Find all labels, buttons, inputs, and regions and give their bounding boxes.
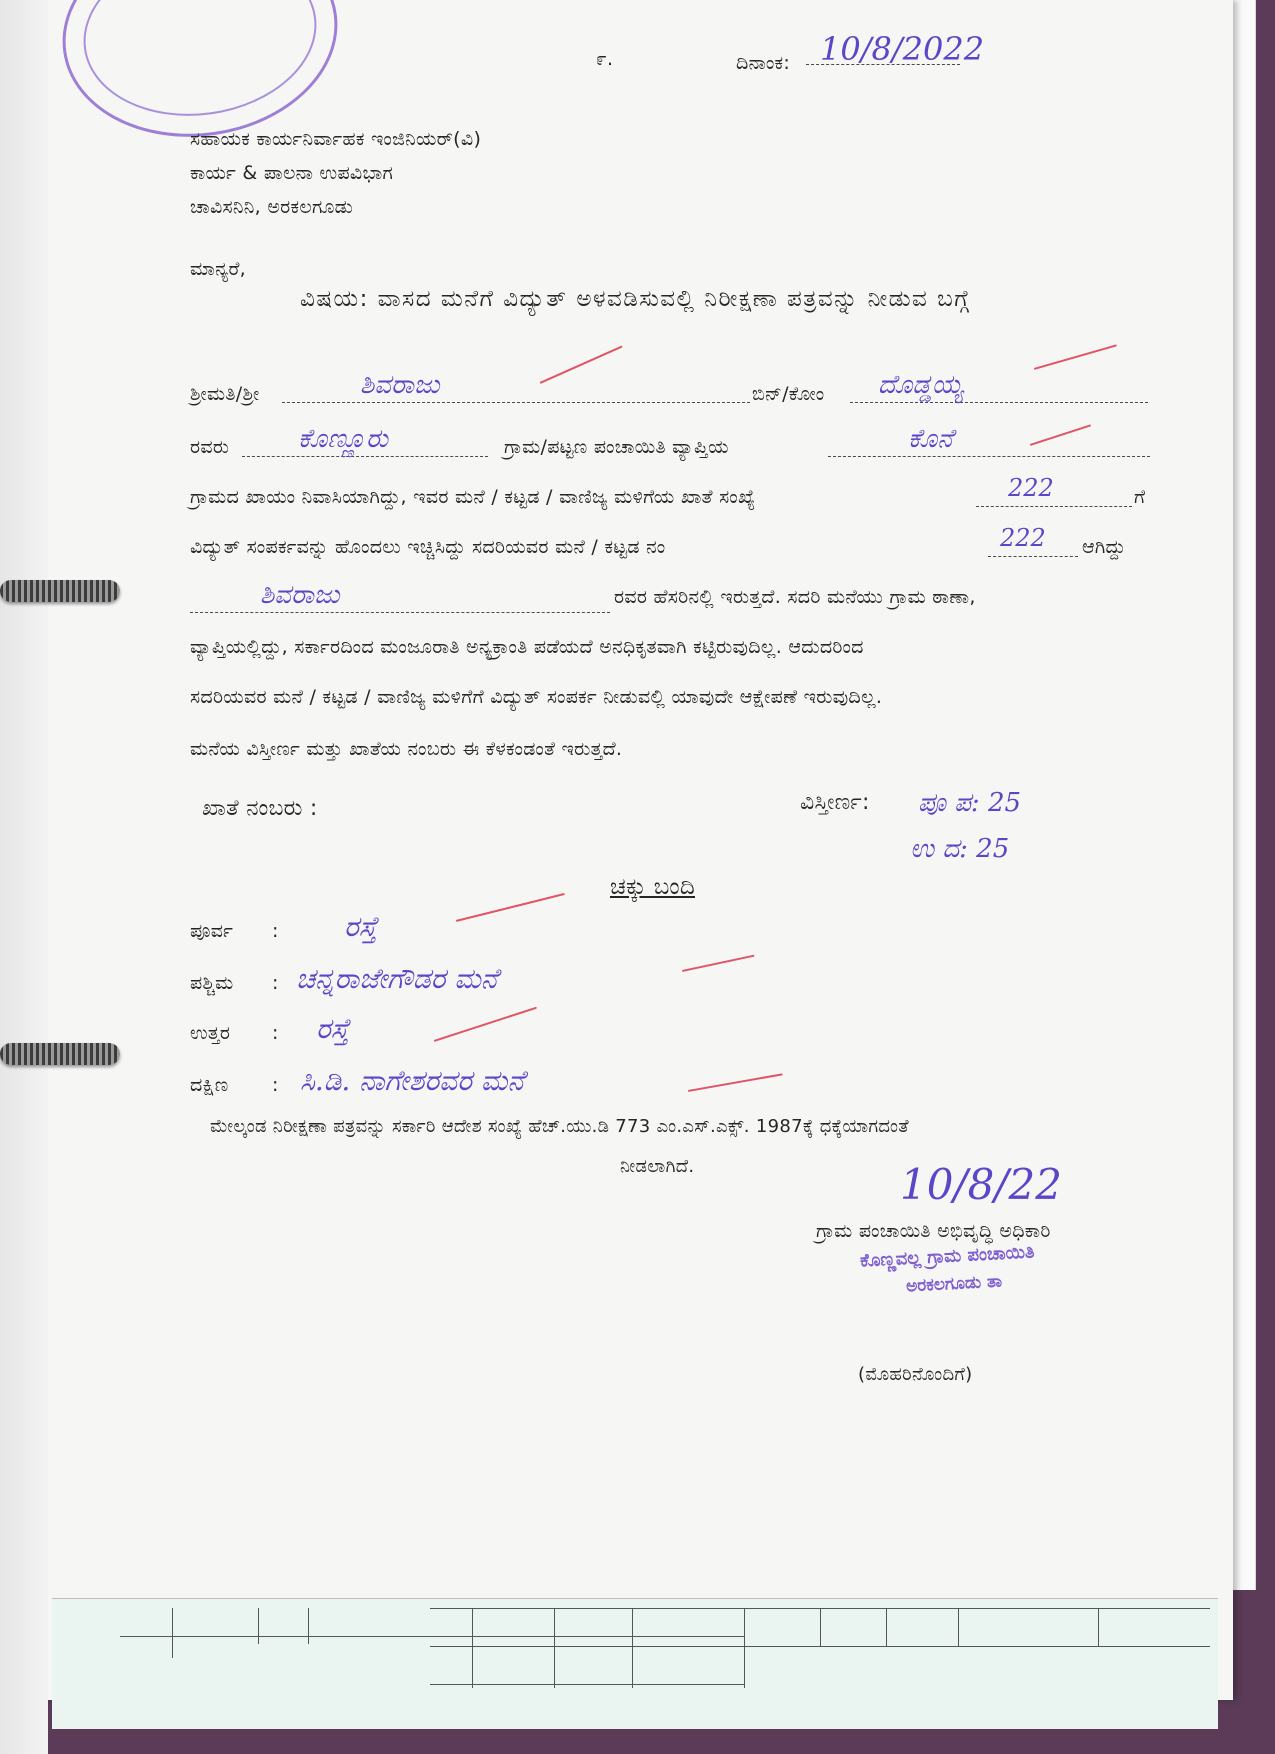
no-objection-text: ಸದರಿಯವರ ಮನೆ / ಕಟ್ಟಡ / ವಾಣಿಜ್ಯ ಮಳಿಗೆಗೆ ವಿದ್ಯುತ್ ಸಂಪರ್ಕ ನೀಡುವಲ್ಲಿ ಯಾವುದೇ ಆಕ್ಷೇಪಣೆ ಇರುವುದಿಲ್ಲ.: [190, 686, 883, 708]
officer-title: ಗ್ರಾಮ ಪಂಚಾಯಿತಿ ಅಭಿವೃದ್ಧಿ ಅಧಿಕಾರಿ: [816, 1220, 1051, 1242]
slip-divider: [958, 1608, 959, 1646]
addressee-line-3: ಚಾವಿಸನಿನಿ, ಅರಕಲಗೂಡು: [190, 196, 354, 218]
slip-divider: [1098, 1608, 1099, 1646]
of-label: ರವರು: [190, 436, 230, 458]
father-label: ಬಿನ್/ಕೋಂ: [752, 383, 825, 405]
office-stamp-line-1: ಕೊಣ್ಣವಲ್ಲ ಗ್ರಾಮ ಪಂಚಾಯಿತಿ: [859, 1241, 1035, 1272]
building-no-handwritten: 222: [1000, 524, 1046, 552]
colon: :: [272, 972, 279, 994]
village-handwritten: ಕೊಣ್ಣೂರು: [298, 424, 389, 454]
owner-line: [190, 612, 610, 613]
addressee-line-2: ಕಾರ್ಯ & ಪಾಲನಾ ಉಪವಿಭಾಗ: [190, 162, 394, 184]
line3-suffix: ಗೆ: [1134, 486, 1146, 508]
south-label: ದಕ್ಷಿಣ: [190, 1074, 229, 1096]
area-label: ವಿಸ್ತೀರ್ಣ:: [800, 790, 870, 815]
owner-handwritten: ಶಿವರಾಜು: [260, 580, 340, 610]
west-label: ಪಶ್ಚಿಮ: [190, 972, 234, 994]
attached-slip: [52, 1598, 1218, 1729]
slip-divider: [172, 1608, 173, 1658]
signature-handwritten: 10/8/22: [900, 1160, 1062, 1209]
date-label: ದಿನಾಂಕ:: [736, 52, 791, 74]
slip-divider: [886, 1608, 887, 1646]
slip-rule: [120, 1636, 744, 1637]
seal-note: (ಮೊಹರಿನೊಂದಿಗೆ): [858, 1364, 973, 1385]
father-line: [850, 402, 1148, 403]
binder-ring-bottom: [0, 1043, 120, 1065]
east-label: ಪೂರ್ವ: [190, 920, 234, 942]
binder-spine: [0, 0, 48, 1754]
slip-divider: [308, 1608, 309, 1644]
north-handwritten: ರಸ್ತೆ: [316, 1012, 350, 1045]
colon: :: [272, 1074, 279, 1096]
panchayat-label: ಗ್ರಾಮ/ಪಟ್ಟಣ ಪಂಚಾಯಿತಿ ವ್ಯಾಪ್ತಿಯ: [504, 436, 729, 458]
slip-divider: [744, 1608, 745, 1688]
ownership-text: ರವರ ಹೆಸರಿನಲ್ಲಿ ಇರುತ್ತದೆ. ಸದರಿ ಮನೆಯು ಗ್ರಾಮ ಠಾಣಾ,: [614, 586, 976, 608]
north-label: ಉತ್ತರ: [190, 1022, 231, 1044]
office-stamp-line-2: ಅರಕಲಗೂಡು ತಾ: [905, 1271, 1003, 1297]
boundaries-heading: ಚಕ್ಕು ಬಂದಿ: [610, 874, 695, 900]
authorization-text: ವ್ಯಾಪ್ತಿಯಲ್ಲಿದ್ದು, ಸರ್ಕಾರದಿಂದ ಮಂಜೂರಾತಿ ಅನ್ಯಕ್ರಾಂತಿ ಪಡೆಯದೆ ಅನಧಿಕೃತವಾಗಿ ಕಟ್ಟಿರುವುದಿಲ್ಲ. ಆದುದರಿಂದ: [190, 636, 864, 658]
area-handwritten-2: ಉ ದ: 25: [910, 834, 1010, 864]
father-handwritten: ದೊಡ್ಡಯ್ಯ: [878, 370, 964, 400]
slip-divider: [472, 1608, 473, 1688]
addressee-line-1: ಸಹಾಯಕ ಕಾರ್ಯನಿರ್ವಾಹಕ ಇಂಜಿನಿಯರ್(ವಿ): [190, 128, 482, 150]
khata-line: [976, 506, 1132, 507]
colon: :: [272, 1022, 279, 1044]
south-handwritten: ಸಿ.ಡಿ. ನಾಗೇಶರವರ ಮನೆ: [300, 1064, 525, 1097]
building-no-line: [988, 556, 1078, 557]
slip-rule: [430, 1684, 744, 1685]
binder-ring-top: [0, 580, 120, 602]
subject-line: ವಿಷಯ: ವಾಸದ ಮನೆಗೆ ವಿದ್ಯುತ್ ಅಳವಡಿಸುವಲ್ಲಿ ನಿರೀಕ್ಷಣಾ ಪತ್ರವನ್ನು ನೀಡುವ ಬಗ್ಗೆ: [300, 286, 971, 312]
government-order-text-end: ನೀಡಲಾಗಿದೆ.: [620, 1156, 695, 1177]
khata-number-label: ಖಾತೆ ನಂಬರು :: [202, 796, 318, 821]
slip-divider: [820, 1608, 821, 1646]
slip-divider: [554, 1608, 555, 1688]
date-handwritten: 10/8/2022: [820, 30, 985, 68]
colon: :: [272, 920, 279, 942]
slip-divider: [258, 1608, 259, 1644]
salutation: ಮಾನ್ಯರೆ,: [190, 258, 247, 280]
letter-page: [42, 0, 1233, 1700]
government-order-text: ಮೇಲ್ಕಂಡ ನಿರೀಕ್ಷಣಾ ಪತ್ರವನ್ನು ಸರ್ಕಾರಿ ಆದೇಶ ಸಂಖ್ಯೆ ಹೆಚ್.ಯು.ಡಿ 773 ಎಂ.ಎಸ್.ಎಕ್ಸ್. 1987ಕ್ಕೆ ಧಕ್ಕೆಯಾಗದಂತೆ: [210, 1116, 909, 1137]
connection-text: ವಿದ್ಯುತ್ ಸಂಪರ್ಕವನ್ನು ಹೊಂದಲು ಇಚ್ಚಿಸಿದ್ದು ಸದರಿಯವರ ಮನೆ / ಕಟ್ಟಡ ನಂ: [190, 536, 666, 558]
khata-handwritten: 222: [1008, 474, 1054, 502]
village-line: [242, 456, 488, 457]
panchayat-line: [828, 456, 1150, 457]
panchayat-handwritten: ಕೊನೆ: [908, 424, 953, 454]
area-intro-text: ಮನೆಯ ವಿಸ್ತೀರ್ಣ ಮತ್ತು ಖಾತೆಯ ನಂಬರು ಈ ಕೆಳಕಂಡಂತೆ ಇರುತ್ತದೆ.: [190, 738, 623, 760]
residency-text: ಗ್ರಾಮದ ಖಾಯಂ ನಿವಾಸಿಯಾಗಿದ್ದು, ಇವರ ಮನೆ / ಕಟ್ಟಡ / ವಾಣಿಜ್ಯ ಮಳಿಗೆಯ ಖಾತೆ ಸಂಖ್ಯೆ: [190, 486, 756, 508]
slip-divider: [632, 1608, 633, 1688]
name-label: ಶ್ರೀಮತಿ/ಶ್ರೀ: [190, 383, 260, 405]
slip-rule: [430, 1646, 1210, 1647]
name-handwritten: ಶಿವರಾಜು: [360, 370, 440, 400]
west-handwritten: ಚನ್ನರಾಜೇಗೌಡರ ಮನೆ: [296, 962, 498, 995]
line4-suffix: ಆಗಿದ್ದು: [1082, 536, 1126, 558]
top-mark: ೯.: [596, 48, 614, 70]
east-handwritten: ರಸ್ತೆ: [344, 910, 378, 943]
area-handwritten-1: ಪೂ ಪ: 25: [918, 788, 1022, 818]
name-line: [282, 402, 750, 403]
